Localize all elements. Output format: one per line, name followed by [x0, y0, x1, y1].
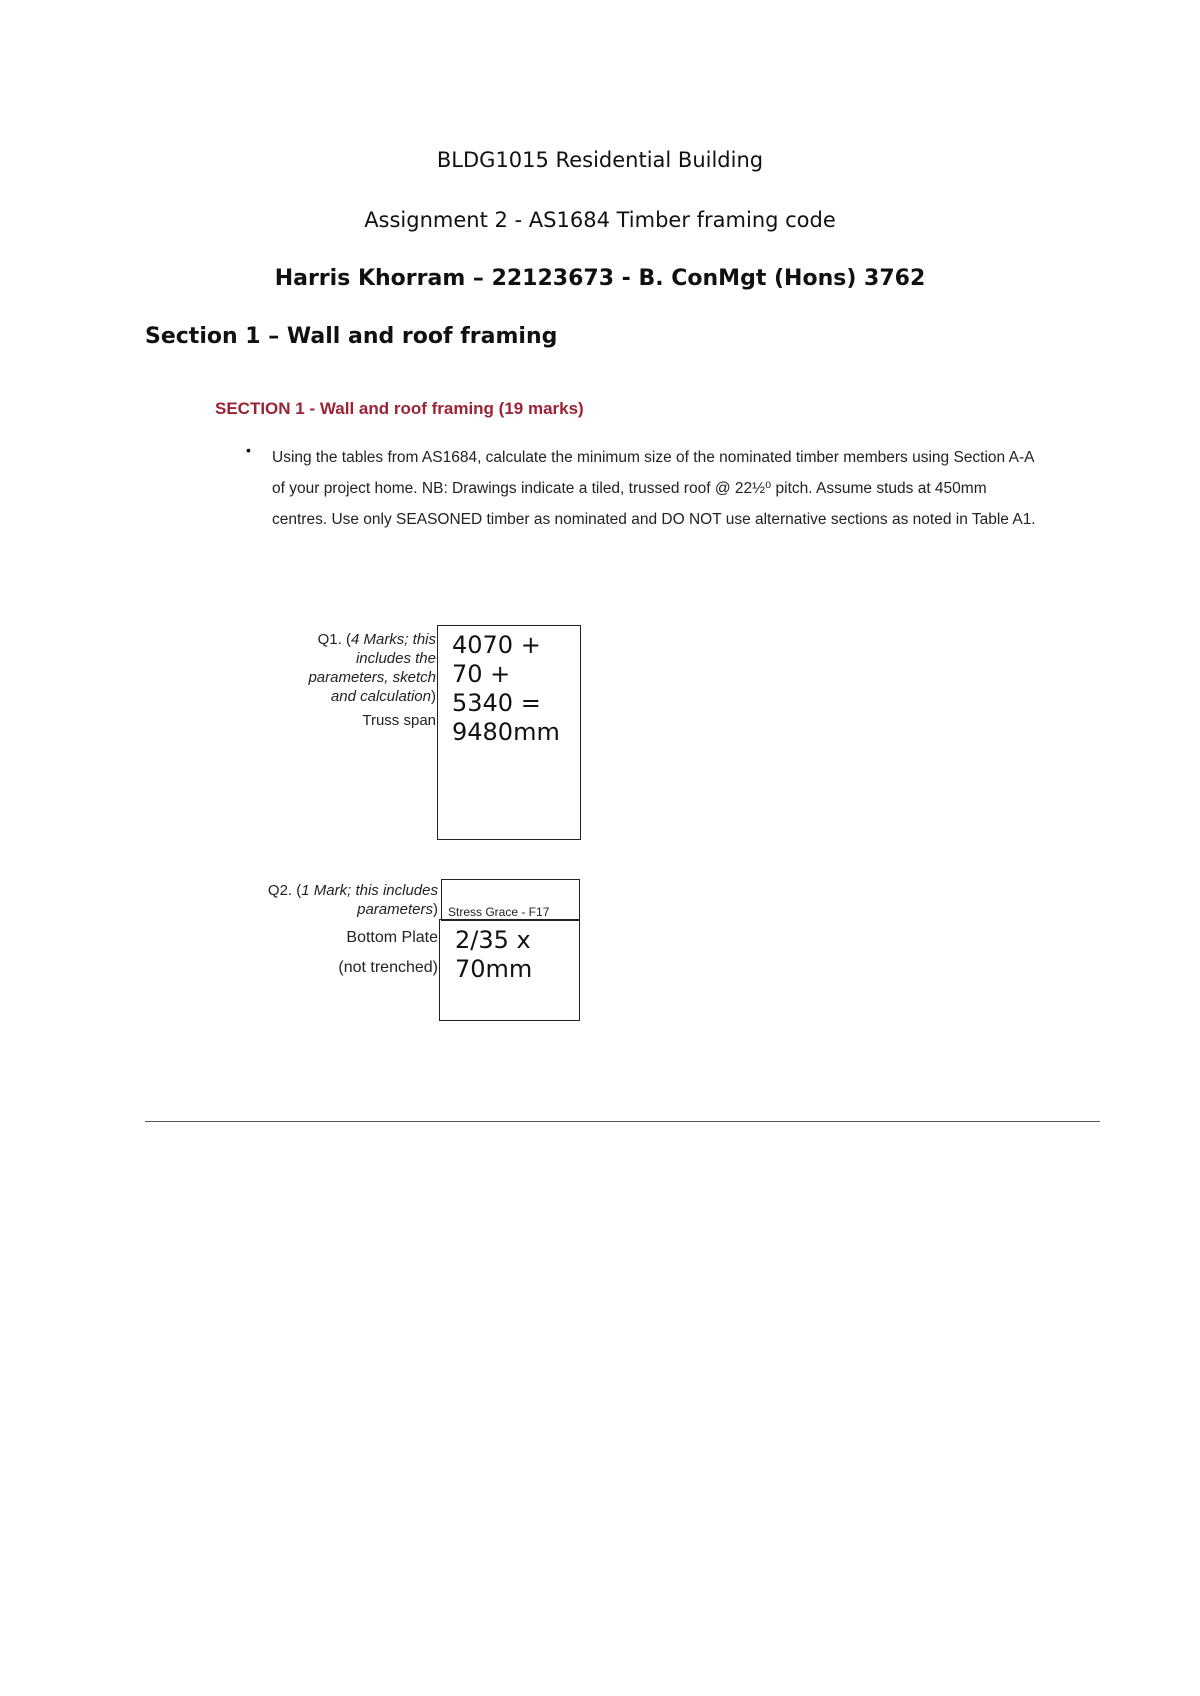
- q1-suffix: ): [431, 688, 436, 705]
- document-title: BLDG1015 Residential Building: [436, 148, 764, 172]
- q2-label: [240, 881, 438, 919]
- q2-suffix: ): [433, 901, 438, 918]
- section-heading: Section 1 – Wall and roof framing: [145, 324, 558, 349]
- author-line: Harris Khorram – 22123673 - B. ConMgt (Hons) 3762: [274, 266, 926, 291]
- q1-member: Truss span: [362, 712, 436, 729]
- q2-prefix: Q2. (: [267, 882, 302, 899]
- q1-marks-note: 4 Marks; this includes the parameters, sketch and calculation: [308, 631, 436, 705]
- bullet-marker: •: [246, 442, 251, 458]
- q1-label: [300, 630, 436, 736]
- q2-marks-note: 1 Mark; this includes parameters: [301, 882, 438, 918]
- instructions-text: Using the tables from AS1684, calculate the minimum size of the nominated timber members using Section A-A of your project home. NB: Drawings indicate a tiled, trussed roof @ 22½⁰ pitch. Assume studs at 450mm centres. Use only SEASONED timber as nominated and DO NOT use alternative sections as noted in Table A1.: [272, 449, 1036, 528]
- page-divider: [145, 1121, 1100, 1122]
- q1-prefix: Q1. (: [317, 631, 351, 648]
- q2-answer-text: 2/35 x 70mm: [455, 926, 533, 983]
- q2-stress-grade-text: Stress Grace - F17: [448, 905, 550, 919]
- q2-member: Bottom Plate: [346, 929, 438, 946]
- document-subtitle: Assignment 2 - AS1684 Timber framing code: [364, 208, 836, 232]
- q1-answer-text: 4070 + 70 + 5340 = 9480mm: [452, 631, 560, 746]
- q2-member-note: (not trenched): [338, 959, 438, 976]
- section-red-heading: SECTION 1 - Wall and roof framing (19 marks): [215, 399, 584, 418]
